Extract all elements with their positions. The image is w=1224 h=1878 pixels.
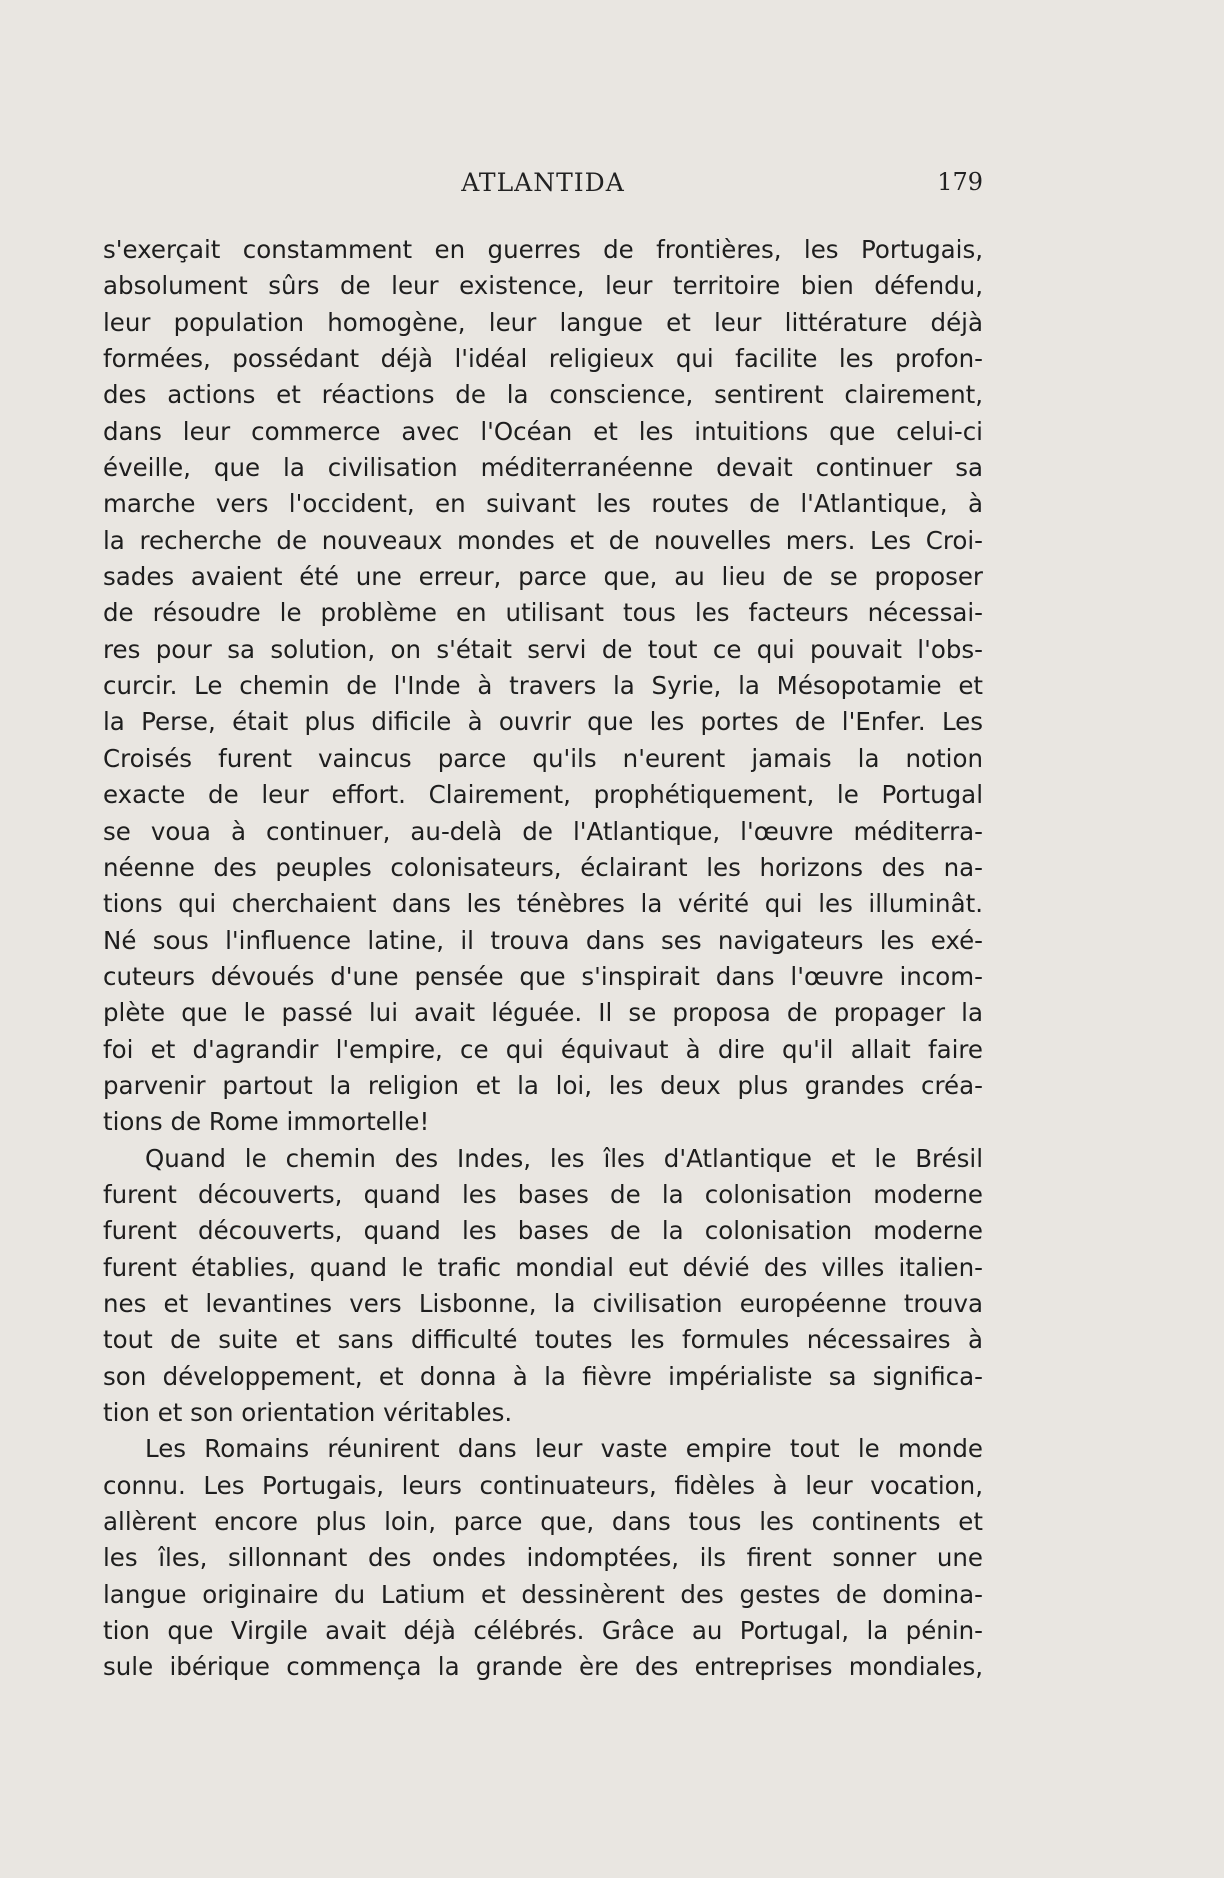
paragraph (103, 1141, 983, 1432)
text-line: des actions et réactions de la conscience, sentirent clairement, (103, 380, 983, 410)
text-line: allèrent encore plus loin, parce que, dans tous les continents et (103, 1507, 983, 1537)
text-line: la recherche de nouveaux mondes et de nouvelles mers. Les Croi- (103, 525, 983, 555)
text-line: se voua à continuer, au-delà de l'Atlantique, l'œuvre méditerra- (103, 816, 983, 846)
text-line: cuteurs dévoués d'une pensée que s'inspirait dans l'œuvre incom- (103, 961, 983, 991)
text-line: curcir. Le chemin de l'Inde à travers la Syrie, la Mésopotamie et (103, 671, 983, 701)
text-line: tions qui cherchaient dans les ténèbres la vérité qui les illuminât. (103, 889, 983, 919)
text-line: nes et levantines vers Lisbonne, la civilisation européenne trouva (103, 1288, 983, 1318)
text-line: furent établies, quand le trafic mondial eut dévié des villes italien- (103, 1252, 983, 1282)
text-line: tion et son orientation véritables. (103, 1398, 513, 1427)
text-line: parvenir partout la religion et la loi, les deux plus grandes créa- (103, 1070, 983, 1100)
text-line: leur population homogène, leur langue et leur littérature déjà (103, 307, 983, 337)
text-line: la Perse, était plus dificile à ouvrir que les portes de l'Enfer. Les (103, 707, 983, 737)
text-line: furent découverts, quand les bases de la colonisation moderne (103, 1216, 983, 1246)
text-line: tout de suite et sans difficulté toutes les formules nécessaires à (103, 1325, 983, 1355)
text-line: tion que Virgile avait déjà célébrés. Grâce au Portugal, la pénin- (103, 1616, 983, 1646)
paragraph (103, 1431, 983, 1685)
text-line: de résoudre le problème en utilisant tous les facteurs nécessai- (103, 598, 983, 628)
text-line: dans leur commerce avec l'Océan et les intuitions que celui-ci (103, 416, 983, 446)
text-line: son développement, et donna à la fièvre impérialiste sa significa- (103, 1361, 983, 1391)
text-line: marche vers l'occident, en suivant les routes de l'Atlantique, à (103, 489, 983, 519)
text-line: langue originaire du Latium et dessinèrent des gestes de domina- (103, 1579, 983, 1609)
text-line: absolument sûrs de leur existence, leur territoire bien défendu, (103, 271, 983, 301)
body-text (103, 232, 983, 1686)
text-line: tions de Rome immortelle! (103, 1107, 430, 1137)
text-line: plète que le passé lui avait léguée. Il se proposa de propager la (103, 998, 983, 1028)
text-line: s'exerçait constamment en guerres de frontières, les Portugais, (103, 235, 983, 264)
running-header (103, 168, 983, 202)
text-line: furent découverts, quand les bases de la colonisation moderne (103, 1179, 983, 1209)
text-line: Né sous l'influence latine, il trouva dans ses navigateurs les exé- (103, 925, 983, 955)
text-line: exacte de leur effort. Clairement, prophétiquement, le Portugal (103, 780, 983, 810)
text-line: sule ibérique commença la grande ère des entreprises mondiales, (103, 1652, 983, 1682)
text-line: Croisés furent vaincus parce qu'ils n'eurent jamais la notion (103, 743, 983, 773)
text-line: Les Romains réunirent dans leur vaste empire tout le monde (145, 1434, 983, 1464)
text-line: connu. Les Portugais, leurs continuateurs, fidèles à leur vocation, (103, 1470, 983, 1500)
text-line: formées, possédant déjà l'idéal religieux qui facilite les profon- (103, 344, 983, 374)
text-line: Quand le chemin des Indes, les îles d'Atlantique et le Brésil (145, 1143, 983, 1173)
page-number: 179 (937, 168, 983, 196)
paragraph (103, 232, 983, 1141)
text-line: éveille, que la civilisation méditerranéenne devait continuer sa (103, 453, 983, 483)
text-line: les îles, sillonnant des ondes indomptées, ils firent sonner une (103, 1543, 983, 1573)
text-line: foi et d'agrandir l'empire, ce qui équivaut à dire qu'il allait faire (103, 1034, 983, 1064)
text-line: néenne des peuples colonisateurs, éclairant les horizons des na- (103, 852, 983, 882)
text-line: res pour sa solution, on s'était servi de tout ce qui pouvait l'obs- (103, 634, 983, 664)
text-line: sades avaient été une erreur, parce que, au lieu de se proposer (103, 562, 983, 592)
running-title: ATLANTIDA (461, 168, 625, 197)
